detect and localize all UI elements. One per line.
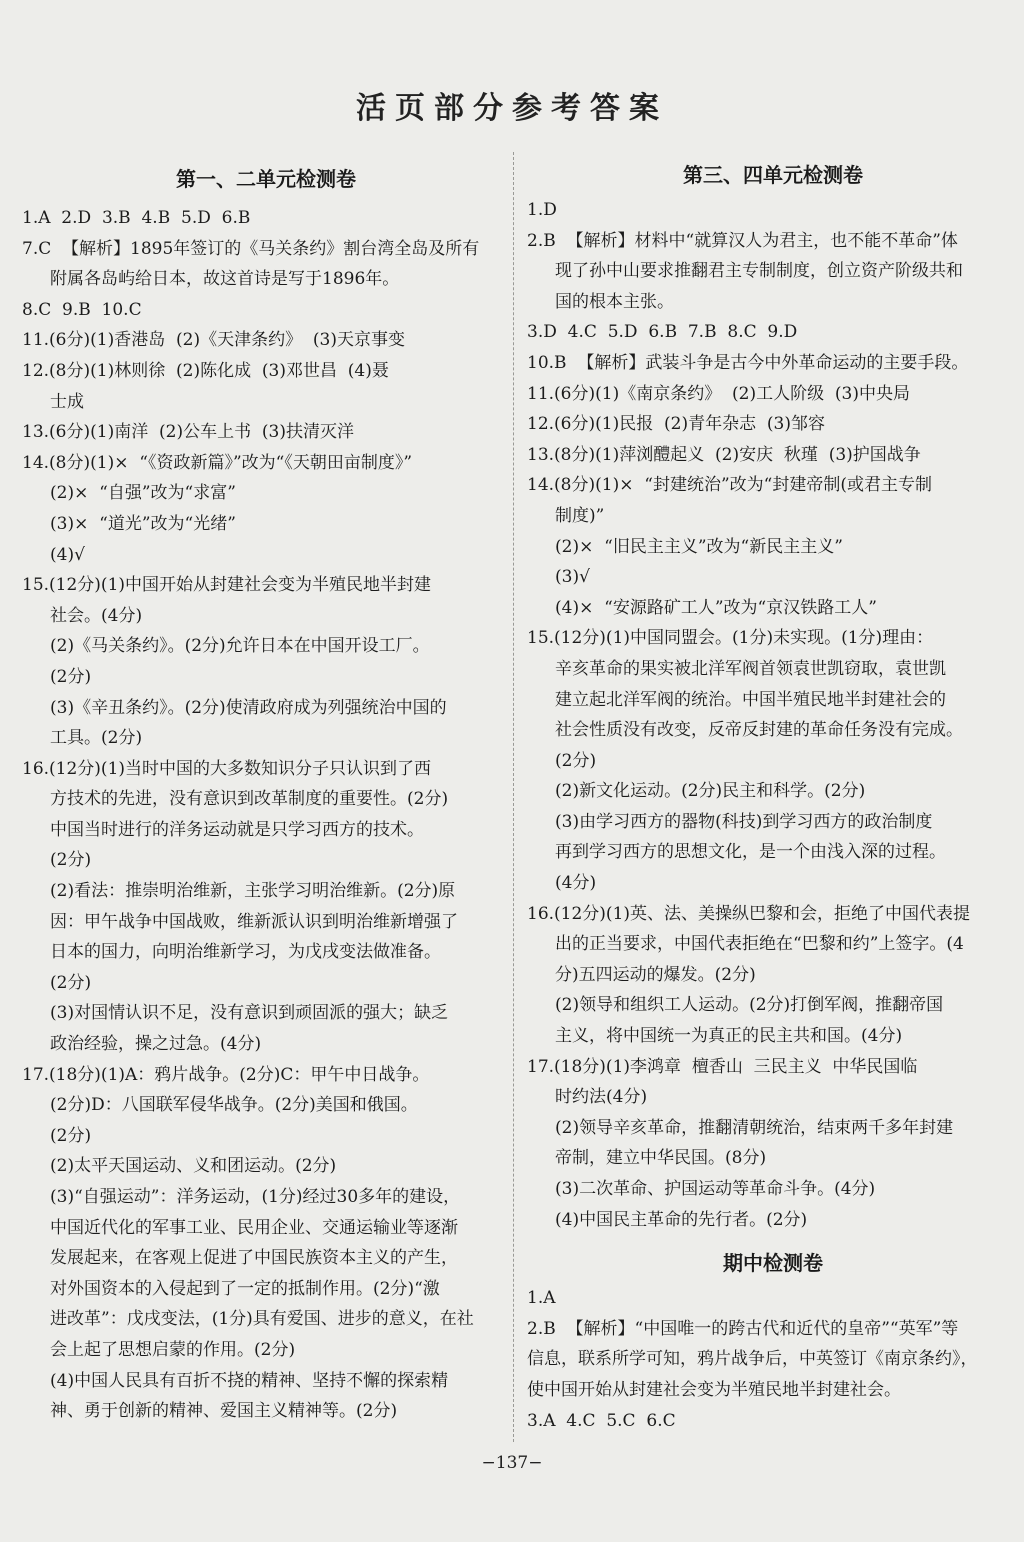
answer-line: 13.(8分)(1)萍浏醴起义 (2)安庆 秋瑾 (3)护国战争 xyxy=(527,444,921,465)
answer-line: 16.(12分)(1)英、法、美操纵巴黎和会，拒绝了中国代表提 xyxy=(527,903,971,924)
answer-line: 对外国资本的入侵起到了一定的抵制作用。(2分)“激 xyxy=(50,1278,440,1299)
answer-line: 建立起北洋军阀的统治。中国半殖民地半封建社会的 xyxy=(555,689,946,710)
answer-line: (3)对国情认识不足，没有意识到顽固派的强大；缺乏 xyxy=(50,1003,449,1024)
page-number: −137− xyxy=(481,1453,543,1473)
answer-list xyxy=(22,203,510,1427)
answer-line: 12.(8分)(1)林则徐 (2)陈化成 (3)邓世昌 (4)聂 xyxy=(22,360,389,381)
answer-line: (2分) xyxy=(50,850,92,871)
answer-line: 中国近代化的军事工业、民用企业、交通运输业等逐渐 xyxy=(50,1217,458,1238)
column-divider xyxy=(513,152,514,1442)
answer-line: 辛亥革命的果实被北洋军阀首领袁世凯窃取，袁世凯 xyxy=(555,658,946,679)
answer-line: 3.D 4.C 5.D 6.B 7.B 8.C 9.D xyxy=(527,322,798,343)
answer-line: (4分) xyxy=(555,873,597,894)
answer-line: 15.(12分)(1)中国同盟会。(1分)未实现。(1分)理由： xyxy=(527,628,934,649)
answer-line: (2)太平天国运动、义和团运动。(2分) xyxy=(50,1156,337,1177)
answer-line: 12.(6分)(1)民报 (2)青年杂志 (3)邹容 xyxy=(527,414,825,435)
answer-line: 社会。(4分) xyxy=(50,605,143,626)
answer-line: 使中国开始从封建社会变为半殖民地半封建社会。 xyxy=(527,1379,901,1400)
answer-line: 分)五四运动的爆发。(2分) xyxy=(555,964,756,985)
answer-line: 7.C 【解析】1895年签订的《马关条约》割台湾全岛及所有 xyxy=(22,238,480,259)
answer-line: (2分)D：八国联军侵华战争。(2分)美国和俄国。 xyxy=(50,1095,418,1116)
answer-line: 2.B 【解析】材料中“就算汉人为君主，也不能不革命”体 xyxy=(527,230,958,251)
answer-line: 士成 xyxy=(50,391,84,412)
answer-line: 方技术的先进，没有意识到改革制度的重要性。(2分) xyxy=(50,789,449,810)
answer-line: (3)√ xyxy=(555,567,590,588)
answer-line: 出的正当要求，中国代表拒绝在“巴黎和约”上签字。(4 xyxy=(555,934,964,955)
answer-line: (3)由学习西方的器物(科技)到学习西方的政治制度 xyxy=(555,811,933,832)
answer-line: 13.(6分)(1)南洋 (2)公车上书 (3)扶清灭洋 xyxy=(22,422,354,443)
answer-list xyxy=(527,195,1019,1235)
answer-line: 现了孙中山要求推翻君主专制制度，创立资产阶级共和 xyxy=(555,261,963,282)
answer-line: 主义，将中国统一为真正的民主共和国。(4分) xyxy=(555,1026,903,1047)
answer-line: 再到学习西方的思想文化，是一个由浅入深的过程。 xyxy=(555,842,946,863)
answer-line: (3)二次革命、护国运动等革命斗争。(4分) xyxy=(555,1179,876,1199)
answer-line: (2分) xyxy=(50,1125,92,1146)
answer-line: 11.(6分)(1)香港岛 (2)《天津条约》 (3)天京事变 xyxy=(22,330,405,351)
answer-list xyxy=(527,1283,1019,1436)
answer-line: (2分) xyxy=(50,972,92,993)
answer-line: 14.(8分)(1)× “封建统治”改为“封建帝制(或君主专制 xyxy=(527,475,932,496)
answer-line: 政治经验，操之过急。(4分) xyxy=(50,1034,262,1055)
answer-line: 社会性质没有改变，反帝反封建的革命任务没有完成。 xyxy=(555,720,963,741)
answer-line: (2)领导和组织工人运动。(2分)打倒军阀，推翻帝国 xyxy=(555,995,944,1016)
answer-line: 2.B 【解析】“中国唯一的跨古代和近代的皇帝”“英军”等 xyxy=(527,1318,959,1339)
answer-line: 帝制，建立中华民国。(8分) xyxy=(555,1148,767,1169)
answer-line: (4)中国民主革命的先行者。(2分) xyxy=(555,1209,808,1230)
answer-line: (4)中国人民具有百折不挠的精神、坚持不懈的探索精 xyxy=(50,1370,449,1391)
left-column xyxy=(22,155,510,1427)
answer-line: (2)看法：推崇明治维新，主张学习明治维新。(2分)原 xyxy=(50,881,456,902)
page-title: 活页部分参考答案 xyxy=(356,91,668,126)
answer-line: (4)× “安源路矿工人”改为“京汉铁路工人” xyxy=(555,597,877,618)
answer-line: (2)领导辛亥革命，推翻清朝统治，结束两千多年封建 xyxy=(555,1117,954,1138)
section-heading-unit-1-2: 第一、二单元检测卷 xyxy=(176,167,356,191)
answer-line: 国的根本主张。 xyxy=(555,291,674,312)
answer-line: (2分) xyxy=(50,666,92,687)
answer-line: 17.(18分)(1)A：鸦片战争。(2分)C：甲午中日战争。 xyxy=(22,1064,430,1085)
answer-line: 工具。(2分) xyxy=(50,728,143,749)
answer-line: (2分) xyxy=(555,750,597,771)
answer-line: 中国当时进行的洋务运动就是只学习西方的技术。 xyxy=(50,819,424,840)
answer-line: (3)《辛丑条约》。(2分)使清政府成为列强统治中国的 xyxy=(50,697,447,718)
answer-line: 16.(12分)(1)当时中国的大多数知识分子只认识到了西 xyxy=(22,758,432,779)
answer-line: 因：甲午战争中国战败，维新派认识到明治维新增强了 xyxy=(50,911,458,932)
answer-line: 8.C 9.B 10.C xyxy=(22,299,142,320)
answer-line: 附属各岛屿给日本，故这首诗是写于1896年。 xyxy=(50,269,400,290)
answer-line: (2)× “旧民主主义”改为“新民主主义” xyxy=(555,536,843,557)
answer-line: 会上起了思想启蒙的作用。(2分) xyxy=(50,1339,296,1360)
answer-line: 信息，联系所学可知，鸦片战争后，中英签订《南京条约》， xyxy=(527,1349,978,1370)
answer-line: 日本的国力，向明治维新学习，为戊戌变法做准备。 xyxy=(50,942,441,963)
answer-line: 进改革”：戊戌变法，(1分)具有爱国、进步的意义，在社 xyxy=(50,1309,474,1330)
answer-line: 1.A xyxy=(527,1288,556,1309)
answer-line: (3)× “道光”改为“光绪” xyxy=(50,513,236,534)
section-heading-midterm: 期中检测卷 xyxy=(723,1251,823,1276)
answer-line: 3.A 4.C 5.C 6.C xyxy=(527,1410,676,1431)
answer-line: 15.(12分)(1)中国开始从封建社会变为半殖民地半封建 xyxy=(22,575,432,596)
answer-line: (2)新文化运动。(2分)民主和科学。(2分) xyxy=(555,781,866,802)
answer-line: 时约法(4分) xyxy=(555,1087,648,1108)
answer-line: 1.A 2.D 3.B 4.B 5.D 6.B xyxy=(22,208,251,228)
answer-line: (3)“自强运动”：洋务运动，(1分)经过30多年的建设， xyxy=(50,1187,461,1207)
answer-line: 神、勇于创新的精神、爱国主义精神等。(2分) xyxy=(50,1401,398,1422)
right-column xyxy=(527,155,1019,1436)
answer-line: 14.(8分)(1)× “《资政新篇》”改为“《天朝田亩制度》” xyxy=(22,452,413,473)
answer-line: (2)《马关条约》。(2分)允许日本在中国开设工厂。 xyxy=(50,636,430,657)
section-heading-unit-3-4: 第三、四单元检测卷 xyxy=(683,163,863,187)
midterm-section xyxy=(527,1243,1019,1436)
answer-line: 11.(6分)(1)《南京条约》 (2)工人阶级 (3)中央局 xyxy=(527,383,910,404)
answer-line: 制度)” xyxy=(555,505,605,526)
answer-line: 10.B 【解析】武装斗争是古今中外革命运动的主要手段。 xyxy=(527,352,969,373)
answer-line: (2)× “自强”改为“求富” xyxy=(50,483,236,504)
answer-line: 1.D xyxy=(527,200,557,220)
answer-line: 发展起来，在客观上促进了中国民族资本主义的产生， xyxy=(50,1248,458,1269)
answer-line: 17.(18分)(1)李鸿章 檀香山 三民主义 中华民国临 xyxy=(527,1056,918,1077)
answer-line: (4)√ xyxy=(50,544,85,565)
